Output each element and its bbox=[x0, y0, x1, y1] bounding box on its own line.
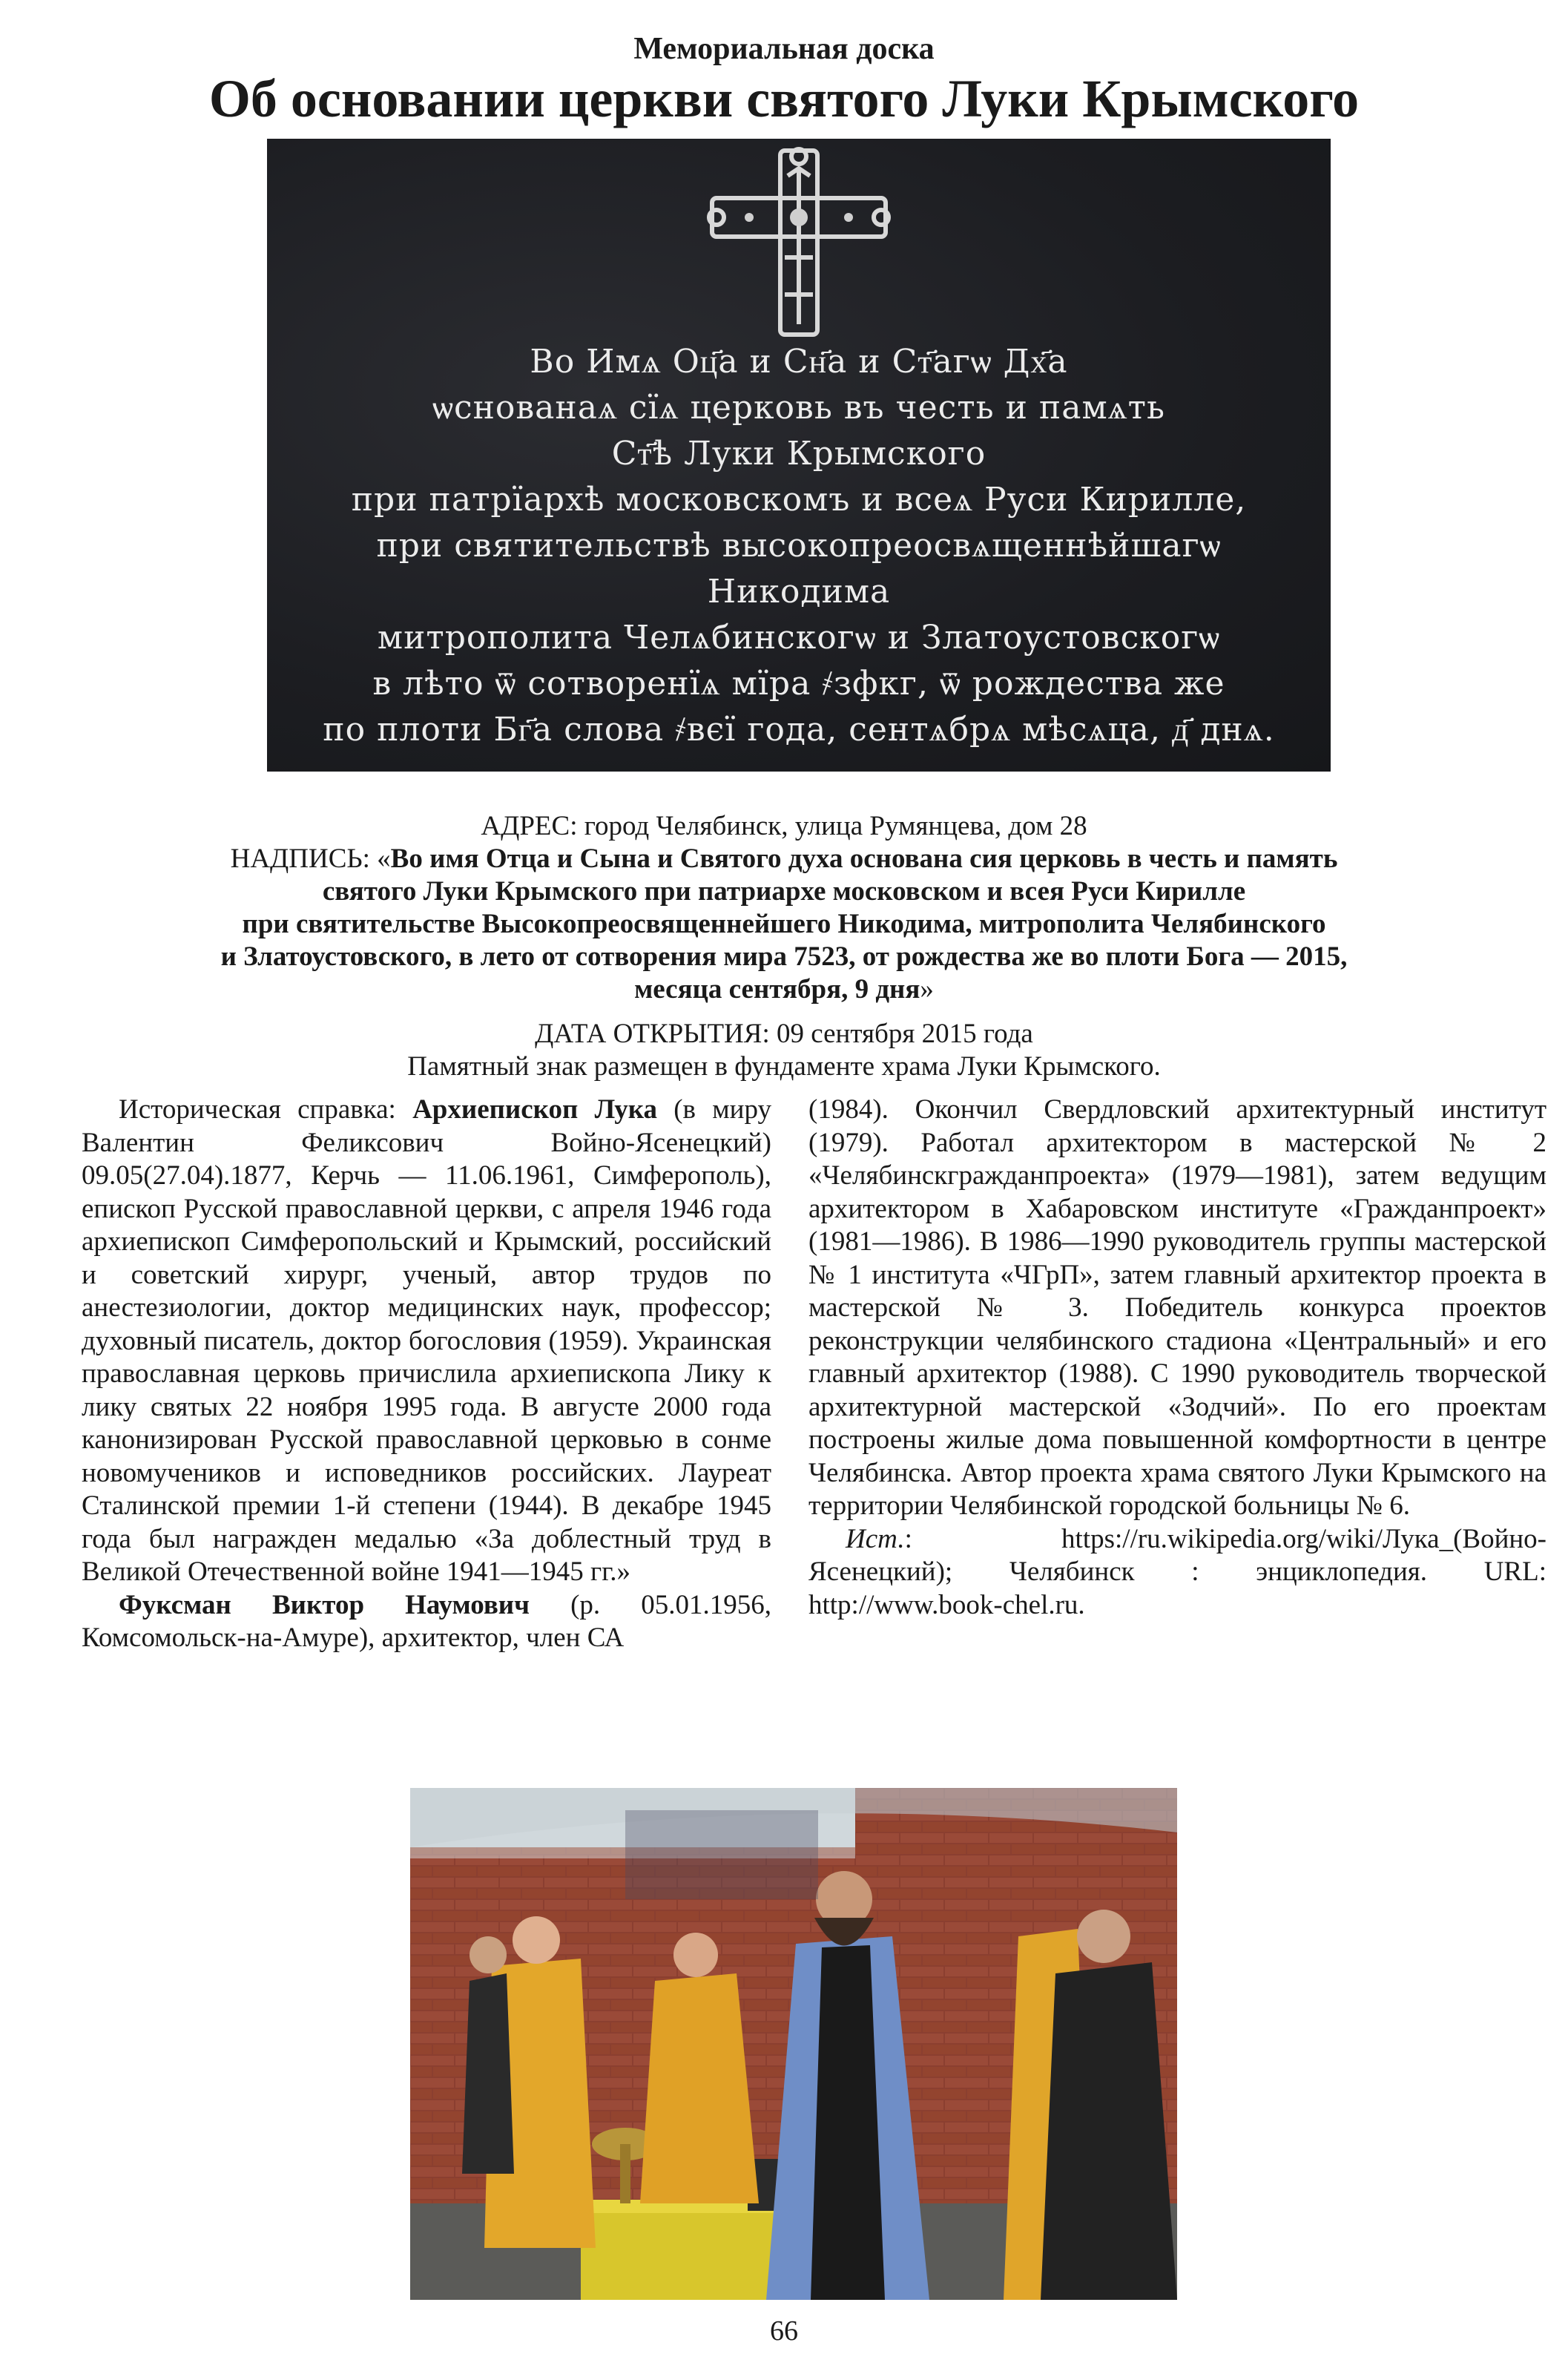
placement-note: Памятный знак размещен в фундаменте храма Луки Крымского. bbox=[407, 1051, 1161, 1082]
kicker: Мемориальная доска bbox=[633, 32, 935, 66]
biography-text: (р. 05.01.1956, Комсомольск-на-Амуре), архитектор, член СА bbox=[82, 1589, 771, 1653]
right-column bbox=[808, 1094, 1546, 1622]
inscription-line: святого Луки Крымского при патриархе московском и всея Руси Кирилле bbox=[322, 876, 1246, 907]
plaque-line: митрополита Челѧбинскогѡ и Златоустовскогѡ bbox=[377, 619, 1221, 657]
page-title: Об основании церкви святого Луки Крымского bbox=[208, 69, 1360, 128]
inscription-line: месяца сентября, 9 дня bbox=[634, 974, 920, 1005]
biography-text: (в миру Валентин Феликсович Войно-Ясенецкий) 09.05(27.04).1877, Керчь — 11.06.1961, Симферополь), епископ Русской православной церкви, с апреля 1946 года архиепископ Симферопольский и Крымский, российский и советский хирург, ученый, автор трудов по анестезиологии, доктор медицинских наук, профессор; духовный писатель, доктор богословия (1959). Украинская православная церковь причислила архиепископа Лику к лику святых 22 ноября 1995 года. В августе 2000 года канонизирован Русской православной церковью в сонме новомучеников и исповедников российских. Лауреат Сталинской премии 1-й степени (1944). В декабре 1945 года был награжден медалью «За доблестный труд в Великой Отечественной войне 1941—1945 гг.» bbox=[82, 1094, 771, 1587]
address-line bbox=[0, 810, 1568, 843]
address-value: город Челябинск, улица Румянцева, дом 28 bbox=[584, 811, 1087, 841]
opening-date-line bbox=[0, 1018, 1568, 1051]
address-label: АДРЕС: bbox=[481, 811, 578, 841]
plaque-line: Никодима bbox=[707, 573, 891, 611]
inscription-line: Во имя Отца и Сына и Святого духа основана сия церковь в честь и память bbox=[390, 844, 1338, 874]
plaque-line: по плоти Бг҃а слова ҂вєї года, сентѧбрѧ мѣсѧца, д҃ днѧ. bbox=[323, 711, 1275, 749]
inscription-line: при святительстве Высокопреосвященнейшего Никодима, митрополита Челябинского bbox=[242, 909, 1326, 939]
inscription-label: НАДПИСЬ: bbox=[230, 844, 370, 874]
opening-date-value: 09 сентября 2015 года bbox=[776, 1019, 1033, 1049]
plaque-line: при святительствѣ высокопреосвѧщеннѣйшагѡ bbox=[376, 527, 1222, 565]
orthodox-cross-icon bbox=[705, 146, 893, 339]
plaque-line: ѡснованаѧ сїѧ церковь въ честь и памѧть bbox=[432, 389, 1165, 427]
inscription-line: и Златоустовского, в лето от сотворения мира 7523, от рождества же во плоти Бога — 2015, bbox=[220, 941, 1348, 972]
plaque-line: при патрїархѣ московскомъ и всеѧ Руси Кирилле, bbox=[351, 481, 1247, 519]
person-name: Архиепископ Лука bbox=[412, 1094, 657, 1125]
source-text: : https://ru.wikipedia.org/wiki/Лука_(Войно-Ясенецкий); Челябинск : энциклопедия. URL: http://www.book-chel.ru. bbox=[808, 1523, 1546, 1620]
plaque-inscription bbox=[267, 339, 1331, 753]
intro-text: Историческая справка: bbox=[119, 1094, 413, 1125]
page-number: 66 bbox=[770, 2315, 798, 2347]
ceremony-photo bbox=[410, 1788, 1177, 2300]
opening-date-label: ДАТА ОТКРЫТИЯ: bbox=[535, 1019, 770, 1049]
plaque-line: Ст҃ѣ Луки Крымского bbox=[611, 435, 986, 473]
person-name: Фуксман Виктор Наумович bbox=[119, 1589, 530, 1620]
source-label: Ист. bbox=[846, 1523, 905, 1554]
plaque-line: Во Имѧ Оц҃а и Сн҃а и Ст҃агѡ Дх҃а bbox=[530, 343, 1068, 381]
inscription-block: НАДПИСЬ: «Во имя Отца и Сына и Святого духа основана сия церковь в честь и память святого Луки Крымского при патриархе московском и всея Руси Кирилле при святительстве Высокопреосвященнейшего Никодима, митрополита Челябинского и Златоустовского, в лето от сотворения мира 7523, от рождества же во плоти Бога — 2015, месяца сентября, 9 дня» bbox=[220, 844, 1348, 1005]
biography-text: (1984). Окончил Свердловский архитектурный институт (1979). Работал архитектором в мастерской № 2 «Челябинскгражданпроекта» (1979—1981), затем ведущим архитектором в Хабаровском институте «Гражданпроект» (1981—1986). В 1986—1990 руководитель группы мастерской № 1 института «ЧГрП», затем главный архитектор проекта в мастерской № 3. Победитель конкурса проектов реконструкции челябинского стадиона «Центральный» и его главный архитектор (1988). С 1990 руководитель творческой архитектурной мастерской «Зодчий». По его проектам построены жилые дома повышенной комфортности в центре Челябинска. Автор проекта храма святого Луки Крымского на территории Челябинской городской больницы № 6. bbox=[808, 1094, 1546, 1521]
ceremony-photo-illustration bbox=[410, 1788, 1177, 2300]
plaque-photo bbox=[267, 139, 1331, 772]
left-column bbox=[82, 1094, 771, 1655]
plaque-line: в лѣто ѿ сотворенїѧ мїра ҂зфкг, ѿ рождества же bbox=[372, 665, 1225, 703]
